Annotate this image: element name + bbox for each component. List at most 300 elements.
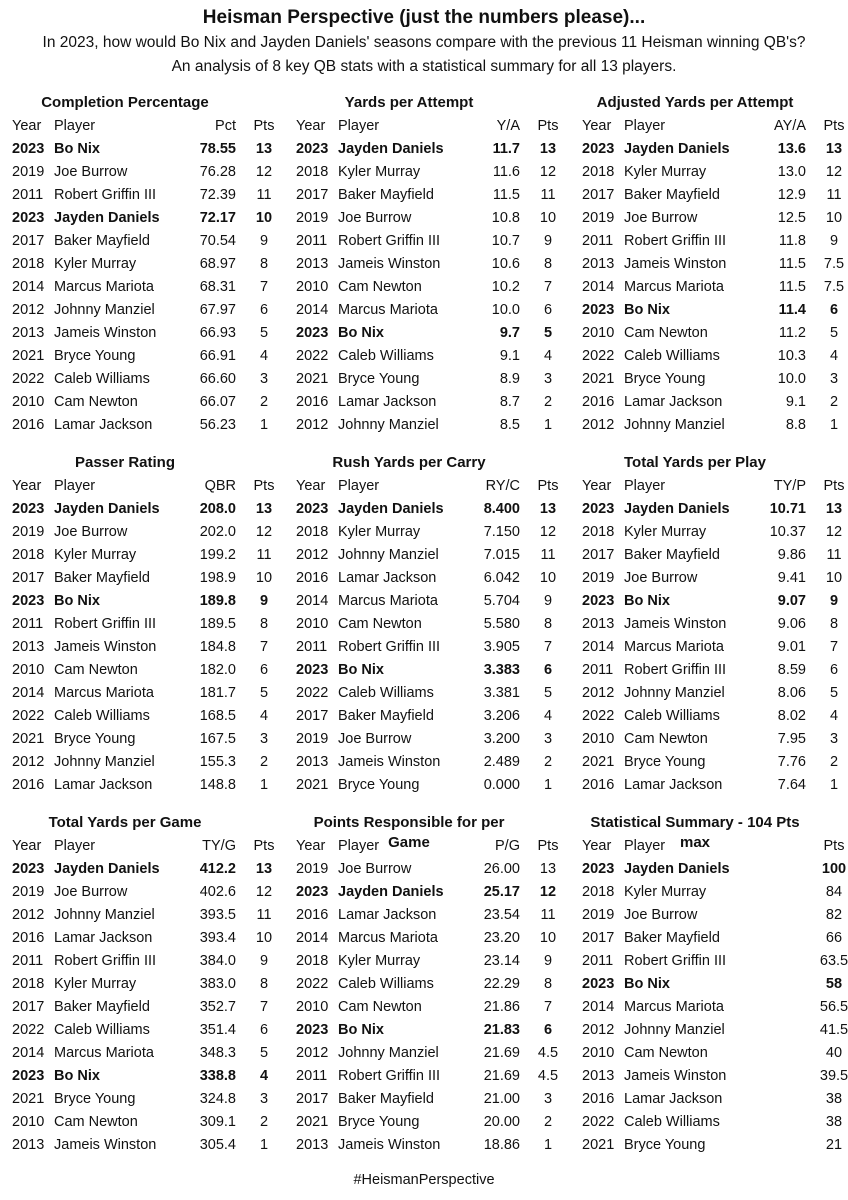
table-row — [294, 636, 570, 659]
column-header-row — [294, 835, 570, 858]
table-row — [294, 590, 570, 613]
cell-player: Bryce Young — [338, 777, 420, 793]
page-title: Heisman Perspective (just the numbers please)... — [202, 7, 646, 28]
cell-value: 338.8 — [199, 1068, 236, 1084]
cell-year: 2023 — [12, 141, 45, 157]
cell-value: 22.29 — [483, 976, 520, 992]
cell-player: Baker Mayfield — [54, 999, 150, 1015]
total-yards-per-game-panel — [10, 813, 286, 1173]
table-row — [10, 973, 286, 996]
column-header-player: Player — [624, 118, 666, 134]
cell-value: 21.69 — [483, 1068, 520, 1084]
cell-year: 2016 — [12, 417, 45, 433]
column-header-player: Player — [54, 478, 96, 494]
table-row — [580, 881, 848, 904]
statistical-summary-panel — [580, 813, 848, 1173]
cell-year: 2023 — [582, 302, 615, 318]
table-row — [294, 973, 570, 996]
cell-player: Jameis Winston — [624, 1068, 727, 1084]
table-row — [580, 1134, 848, 1157]
cell-year: 2016 — [582, 777, 615, 793]
table-row — [294, 161, 570, 184]
adjusted-yards-per-attempt-panel — [580, 93, 848, 453]
cell-pts: 3 — [543, 731, 553, 747]
cell-value: 11.8 — [778, 233, 806, 249]
cell-value: 66.93 — [199, 325, 236, 341]
cell-pts: 6 — [829, 302, 839, 318]
column-header-year: Year — [582, 118, 612, 134]
cell-value: 21.83 — [483, 1022, 520, 1038]
cell-player: Robert Griffin III — [338, 639, 441, 655]
cell-year: 2023 — [12, 593, 45, 609]
cell-value: 13.6 — [777, 141, 806, 157]
cell-value: 21.00 — [483, 1091, 520, 1107]
cell-player: Kyler Murray — [624, 164, 707, 180]
column-header-pts: Pts — [253, 838, 275, 854]
cell-player: Joe Burrow — [338, 210, 412, 226]
cell-value: 12.9 — [777, 187, 806, 203]
cell-pts: 5 — [259, 1045, 269, 1061]
cell-year: 2021 — [582, 371, 615, 387]
cell-player: Robert Griffin III — [54, 187, 157, 203]
cell-pts: 9 — [829, 233, 839, 249]
table-row — [10, 1065, 286, 1088]
cell-pts: 2 — [829, 754, 839, 770]
cell-player: Johnny Manziel — [54, 907, 155, 923]
completion-percentage-panel — [10, 93, 286, 453]
cell-player: Marcus Mariota — [624, 279, 724, 295]
cell-player: Cam Newton — [54, 394, 138, 410]
cell-pts: 8 — [543, 616, 553, 632]
cell-player: Caleb Williams — [338, 348, 434, 364]
cell-pts: 12 — [825, 524, 843, 540]
table-row — [294, 659, 570, 682]
cell-year: 2012 — [296, 1045, 329, 1061]
cell-player: Marcus Mariota — [338, 930, 438, 946]
cell-year: 2018 — [582, 884, 615, 900]
cell-value: 23.14 — [483, 953, 520, 969]
cell-value: 8.9 — [499, 371, 520, 387]
table-row — [294, 705, 570, 728]
cell-year: 2016 — [296, 570, 329, 586]
table-row — [580, 498, 848, 521]
cell-value: 0.000 — [483, 777, 520, 793]
column-header-pts: Pts — [537, 838, 559, 854]
cell-year: 2019 — [582, 907, 615, 923]
cell-value: 9.01 — [777, 639, 806, 655]
cell-year: 2021 — [296, 777, 329, 793]
table-row — [10, 1042, 286, 1065]
table-row — [10, 414, 286, 437]
cell-pts: 7 — [259, 279, 269, 295]
cell-pts: 41.5 — [819, 1022, 848, 1038]
cell-pts: 4 — [829, 348, 839, 364]
table-row — [580, 636, 848, 659]
cell-year: 2022 — [582, 1114, 615, 1130]
cell-player: Lamar Jackson — [338, 907, 437, 923]
table-row — [580, 858, 848, 881]
cell-value: 26.00 — [483, 861, 520, 877]
cell-year: 2014 — [582, 639, 615, 655]
cell-player: Marcus Mariota — [624, 639, 724, 655]
column-header-player: Player — [54, 838, 96, 854]
table-row — [294, 322, 570, 345]
cell-player: Marcus Mariota — [54, 1045, 154, 1061]
cell-year: 2023 — [296, 662, 329, 678]
cell-year: 2013 — [12, 1137, 45, 1153]
cell-pts: 1 — [829, 417, 839, 433]
cell-player: Johnny Manziel — [624, 417, 725, 433]
cell-player: Jayden Daniels — [624, 501, 730, 517]
cell-value: 10.0 — [777, 371, 806, 387]
cell-year: 2013 — [12, 639, 45, 655]
cell-pts: 5 — [829, 685, 839, 701]
cell-pts: 10 — [539, 930, 557, 946]
cell-pts: 100 — [821, 861, 847, 877]
cell-value: 383.0 — [199, 976, 236, 992]
cell-pts: 1 — [543, 417, 553, 433]
cell-value: 8.5 — [499, 417, 520, 433]
cell-pts: 39.5 — [819, 1068, 848, 1084]
cell-pts: 13 — [539, 141, 557, 157]
table-row — [294, 138, 570, 161]
cell-pts: 11 — [256, 547, 272, 563]
cell-pts: 11 — [826, 187, 842, 203]
cell-player: Johnny Manziel — [624, 1022, 725, 1038]
cell-player: Jameis Winston — [338, 1137, 441, 1153]
page-subtitle-line1: In 2023, how would Bo Nix and Jayden Daniels' seasons compare with the previous 11 Heisman winning QB's? — [42, 34, 806, 51]
table-row — [580, 774, 848, 797]
cell-value: 148.8 — [199, 777, 236, 793]
column-header-player: Player — [54, 118, 96, 134]
cell-year: 2014 — [296, 593, 329, 609]
cell-pts: 6 — [259, 1022, 269, 1038]
table-row — [294, 345, 570, 368]
cell-pts: 3 — [259, 731, 269, 747]
table-row — [294, 521, 570, 544]
cell-year: 2012 — [582, 685, 615, 701]
cell-year: 2017 — [582, 930, 615, 946]
table-row — [580, 567, 848, 590]
cell-player: Bo Nix — [338, 325, 384, 341]
table-row — [580, 207, 848, 230]
cell-year: 2023 — [582, 976, 615, 992]
cell-pts: 1 — [829, 777, 839, 793]
cell-pts: 63.5 — [819, 953, 848, 969]
cell-value: 2.489 — [483, 754, 520, 770]
table-row — [10, 276, 286, 299]
cell-pts: 4 — [829, 708, 839, 724]
table-row — [294, 881, 570, 904]
cell-pts: 8 — [259, 976, 269, 992]
cell-value: 9.07 — [777, 593, 806, 609]
column-header-row — [10, 475, 286, 498]
cell-player: Marcus Mariota — [338, 302, 438, 318]
cell-player: Caleb Williams — [338, 685, 434, 701]
cell-pts: 58 — [825, 976, 843, 992]
cell-player: Baker Mayfield — [624, 547, 720, 563]
cell-player: Johnny Manziel — [338, 1045, 439, 1061]
cell-pts: 7 — [543, 639, 553, 655]
table-row — [10, 613, 286, 636]
cell-player: Cam Newton — [624, 325, 708, 341]
cell-year: 2019 — [296, 210, 329, 226]
cell-player: Cam Newton — [338, 999, 422, 1015]
cell-value: 3.383 — [483, 662, 520, 678]
cell-year: 2010 — [582, 1045, 615, 1061]
cell-year: 2013 — [296, 256, 329, 272]
cell-player: Jameis Winston — [624, 616, 727, 632]
cell-player: Jameis Winston — [338, 754, 441, 770]
cell-player: Robert Griffin III — [54, 953, 157, 969]
table-row — [294, 950, 570, 973]
table-row — [10, 368, 286, 391]
cell-value: 68.97 — [199, 256, 236, 272]
table-row — [294, 1088, 570, 1111]
table-row — [294, 682, 570, 705]
cell-player: Joe Burrow — [624, 210, 698, 226]
cell-year: 2010 — [12, 662, 45, 678]
cell-player: Baker Mayfield — [338, 187, 434, 203]
cell-player: Lamar Jackson — [338, 394, 437, 410]
cell-year: 2023 — [582, 861, 615, 877]
cell-player: Lamar Jackson — [624, 777, 723, 793]
table-row — [294, 1111, 570, 1134]
cell-pts: 3 — [543, 371, 553, 387]
cell-value: 8.06 — [777, 685, 806, 701]
cell-value: 10.37 — [769, 524, 806, 540]
cell-year: 2010 — [582, 731, 615, 747]
table-row — [580, 1019, 848, 1042]
cell-value: 9.7 — [499, 325, 520, 341]
cell-pts: 10 — [825, 570, 843, 586]
column-header-player: Player — [338, 118, 380, 134]
table-row — [580, 1042, 848, 1065]
cell-value: 10.7 — [491, 233, 520, 249]
cell-player: Baker Mayfield — [624, 187, 720, 203]
table-row — [294, 498, 570, 521]
table-row — [10, 927, 286, 950]
cell-year: 2018 — [582, 164, 615, 180]
cell-pts: 1 — [259, 1137, 269, 1153]
table-row — [580, 682, 848, 705]
table-row — [294, 1134, 570, 1157]
cell-value: 198.9 — [199, 570, 236, 586]
cell-player: Lamar Jackson — [338, 570, 437, 586]
cell-player: Bryce Young — [624, 371, 706, 387]
cell-year: 2011 — [582, 953, 614, 969]
cell-value: 348.3 — [199, 1045, 236, 1061]
cell-year: 2019 — [582, 210, 615, 226]
cell-year: 2022 — [296, 976, 329, 992]
table-row — [580, 1065, 848, 1088]
panel-title: Statistical Summary - 104 Pts max — [590, 814, 800, 851]
cell-year: 2019 — [12, 884, 45, 900]
cell-player: Jameis Winston — [624, 256, 727, 272]
cell-year: 2017 — [296, 187, 329, 203]
cell-value: 68.31 — [199, 279, 236, 295]
cell-player: Jayden Daniels — [338, 141, 444, 157]
cell-player: Kyler Murray — [624, 524, 707, 540]
cell-year: 2010 — [296, 279, 329, 295]
cell-pts: 4.5 — [537, 1068, 559, 1084]
cell-pts: 7 — [543, 999, 553, 1015]
panel-title: Adjusted Yards per Attempt — [596, 94, 794, 111]
cell-pts: 12 — [825, 164, 843, 180]
cell-pts: 5 — [829, 325, 839, 341]
cell-pts: 7 — [829, 639, 839, 655]
cell-pts: 7 — [259, 999, 269, 1015]
cell-player: Jayden Daniels — [54, 501, 160, 517]
cell-year: 2010 — [582, 325, 615, 341]
cell-player: Joe Burrow — [624, 570, 698, 586]
table-row — [580, 299, 848, 322]
cell-pts: 4 — [259, 1068, 269, 1084]
cell-year: 2021 — [296, 1114, 329, 1130]
cell-value: 393.5 — [199, 907, 236, 923]
cell-pts: 8 — [543, 256, 553, 272]
cell-player: Johnny Manziel — [338, 547, 439, 563]
cell-player: Robert Griffin III — [338, 233, 441, 249]
cell-player: Robert Griffin III — [338, 1068, 441, 1084]
table-row — [294, 414, 570, 437]
table-row — [294, 613, 570, 636]
column-header-year: Year — [12, 838, 42, 854]
panel-title: Rush Yards per Carry — [332, 454, 486, 471]
cell-player: Bo Nix — [54, 141, 100, 157]
table-row — [294, 368, 570, 391]
cell-player: Bo Nix — [624, 976, 670, 992]
cell-year: 2014 — [582, 279, 615, 295]
page-subtitle-line2: An analysis of 8 key QB stats with a statistical summary for all 13 players. — [171, 58, 677, 75]
cell-value: 72.39 — [199, 187, 236, 203]
cell-year: 2018 — [12, 547, 45, 563]
cell-value: 384.0 — [199, 953, 236, 969]
cell-year: 2013 — [582, 616, 615, 632]
column-header-row — [580, 115, 848, 138]
cell-pts: 5 — [259, 325, 269, 341]
table-row — [580, 138, 848, 161]
cell-player: Robert Griffin III — [54, 616, 157, 632]
cell-year: 2019 — [296, 731, 329, 747]
column-header-value: TY/G — [202, 838, 236, 854]
cell-year: 2021 — [582, 1137, 615, 1153]
table-row — [294, 927, 570, 950]
cell-pts: 6 — [543, 1022, 553, 1038]
cell-player: Caleb Williams — [624, 348, 720, 364]
table-row — [10, 659, 286, 682]
cell-value: 20.00 — [483, 1114, 520, 1130]
cell-pts: 21 — [825, 1137, 843, 1153]
cell-player: Johnny Manziel — [54, 754, 155, 770]
cell-player: Johnny Manziel — [338, 417, 439, 433]
cell-year: 2011 — [12, 953, 44, 969]
cell-value: 11.5 — [778, 256, 806, 272]
cell-year: 2013 — [296, 754, 329, 770]
table-row — [294, 567, 570, 590]
table-row — [580, 184, 848, 207]
cell-player: Joe Burrow — [54, 524, 128, 540]
table-row — [294, 728, 570, 751]
column-header-value: P/G — [495, 838, 520, 854]
table-row — [580, 973, 848, 996]
cell-pts: 66 — [825, 930, 843, 946]
cell-player: Cam Newton — [338, 279, 422, 295]
panel-title: Total Yards per Game — [48, 814, 202, 831]
cell-player: Robert Griffin III — [624, 953, 727, 969]
table-row — [10, 1088, 286, 1111]
cell-year: 2022 — [582, 348, 615, 364]
cell-pts: 40 — [825, 1045, 843, 1061]
cell-player: Marcus Mariota — [54, 685, 154, 701]
cell-pts: 13 — [255, 861, 273, 877]
cell-year: 2012 — [582, 1022, 615, 1038]
cell-pts: 11 — [540, 547, 556, 563]
cell-player: Jayden Daniels — [624, 141, 730, 157]
cell-player: Baker Mayfield — [54, 570, 150, 586]
cell-pts: 13 — [255, 141, 273, 157]
cell-value: 10.8 — [491, 210, 520, 226]
cell-year: 2023 — [12, 1068, 45, 1084]
cell-player: Caleb Williams — [338, 976, 434, 992]
cell-pts: 10 — [825, 210, 843, 226]
cell-pts: 9 — [829, 593, 839, 609]
cell-year: 2016 — [296, 907, 329, 923]
cell-player: Lamar Jackson — [54, 777, 153, 793]
cell-player: Kyler Murray — [624, 884, 707, 900]
cell-pts: 6 — [543, 302, 553, 318]
table-row — [10, 904, 286, 927]
cell-year: 2014 — [12, 685, 45, 701]
cell-value: 182.0 — [199, 662, 236, 678]
cell-player: Jayden Daniels — [54, 210, 160, 226]
cell-value: 3.206 — [483, 708, 520, 724]
table-row — [294, 207, 570, 230]
cell-pts: 9 — [259, 593, 269, 609]
column-header-player: Player — [624, 838, 666, 854]
cell-pts: 4 — [259, 708, 269, 724]
cell-pts: 2 — [543, 754, 553, 770]
cell-year: 2017 — [582, 547, 615, 563]
cell-year: 2023 — [296, 141, 329, 157]
cell-value: 76.28 — [199, 164, 236, 180]
column-header-year: Year — [12, 478, 42, 494]
cell-year: 2023 — [12, 210, 45, 226]
column-header-pts: Pts — [537, 118, 559, 134]
cell-player: Caleb Williams — [54, 1022, 150, 1038]
cell-year: 2019 — [12, 164, 45, 180]
table-row — [10, 774, 286, 797]
cell-year: 2011 — [12, 616, 44, 632]
cell-value: 56.23 — [199, 417, 236, 433]
cell-year: 2016 — [582, 1091, 615, 1107]
cell-player: Lamar Jackson — [54, 417, 153, 433]
cell-value: 70.54 — [199, 233, 236, 249]
cell-value: 189.8 — [199, 593, 236, 609]
cell-value: 72.17 — [199, 210, 236, 226]
cell-value: 189.5 — [199, 616, 236, 632]
panel-title: Total Yards per Play — [623, 454, 766, 471]
cell-year: 2019 — [296, 861, 329, 877]
cell-year: 2023 — [12, 501, 45, 517]
cell-year: 2021 — [296, 371, 329, 387]
cell-year: 2023 — [296, 884, 329, 900]
cell-value: 202.0 — [199, 524, 236, 540]
cell-pts: 8 — [829, 616, 839, 632]
cell-year: 2021 — [12, 1091, 45, 1107]
cell-pts: 3 — [259, 371, 269, 387]
table-row — [580, 1088, 848, 1111]
